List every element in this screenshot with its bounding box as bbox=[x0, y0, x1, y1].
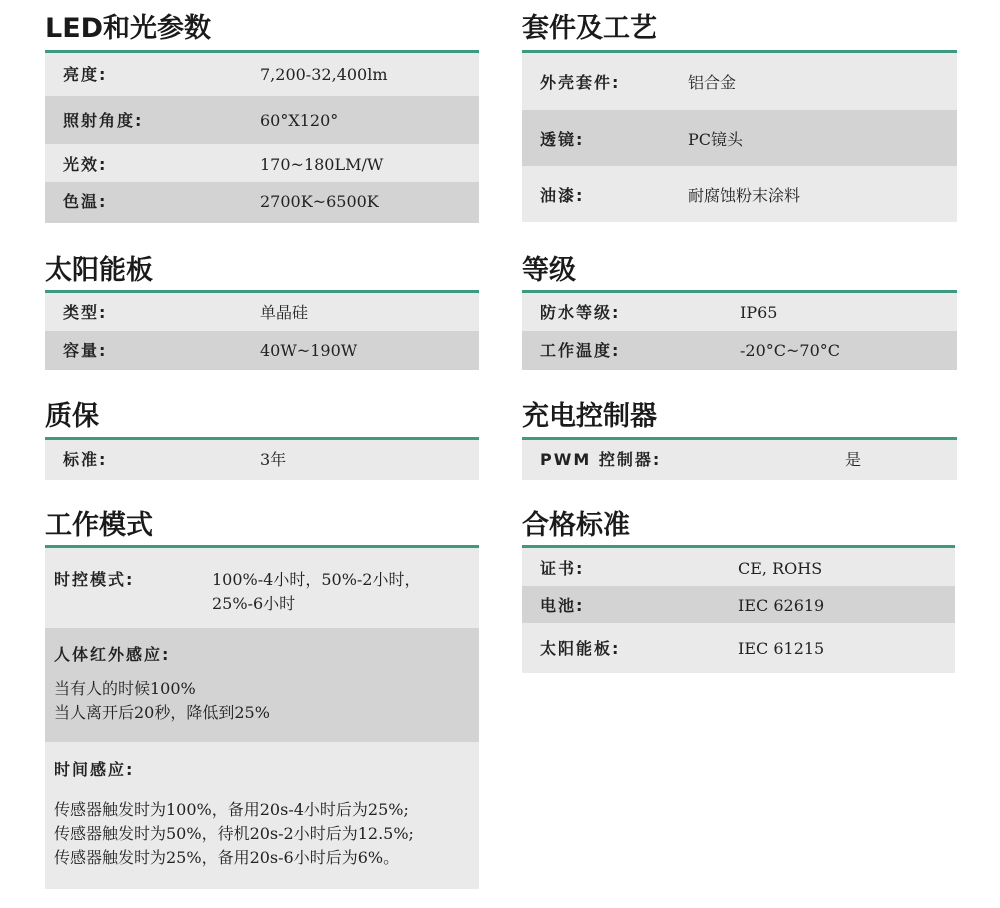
workmode-table bbox=[45, 548, 479, 889]
timer-mode-text bbox=[212, 568, 420, 616]
row-label: 照射角度: bbox=[63, 111, 144, 130]
row-label: 亮度: bbox=[63, 65, 108, 84]
table-row bbox=[522, 548, 955, 586]
row-label: 防水等级: bbox=[540, 303, 621, 322]
table-row bbox=[522, 53, 957, 110]
grade-section-title: 等级 bbox=[522, 255, 576, 286]
row-value: -20°C~70°C bbox=[740, 341, 841, 360]
row-value: CE, ROHS bbox=[738, 559, 823, 578]
text-line: 传感器触发时为25%，备用20s-6小时后为6%。 bbox=[54, 848, 400, 867]
grade-table bbox=[522, 293, 957, 370]
text-line: 100%-4小时，50%-2小时， bbox=[212, 570, 421, 589]
table-row bbox=[522, 623, 955, 673]
text-line: 25%-6小时 bbox=[212, 594, 296, 613]
table-row bbox=[45, 331, 479, 370]
row-value: 60°X120° bbox=[260, 111, 339, 130]
row-value: 耐腐蚀粉末涂料 bbox=[688, 186, 801, 205]
table-row bbox=[45, 293, 479, 331]
controller-section-title: 充电控制器 bbox=[522, 401, 657, 432]
row-value: 170~180LM/W bbox=[260, 155, 384, 174]
text-line: 传感器触发时为100%，备用20s-4小时后为25%; bbox=[54, 800, 409, 819]
pir-mode-block bbox=[45, 628, 479, 742]
table-row bbox=[45, 182, 479, 223]
row-label: 类型: bbox=[63, 303, 108, 322]
row-label: 工作温度: bbox=[540, 341, 621, 360]
timer-mode-label: 时控模式: bbox=[54, 570, 135, 589]
row-label: 容量: bbox=[63, 341, 108, 360]
pir-mode-text bbox=[54, 677, 270, 725]
time-mode-text bbox=[54, 798, 414, 870]
table-row bbox=[45, 144, 479, 182]
row-value: 3年 bbox=[260, 450, 287, 469]
table-row bbox=[522, 110, 957, 166]
table-row bbox=[522, 166, 957, 222]
row-label: 油漆: bbox=[540, 186, 585, 205]
row-value: 2700K~6500K bbox=[260, 192, 379, 211]
solar-section-title: 太阳能板 bbox=[45, 255, 153, 286]
row-value: 单晶硅 bbox=[260, 303, 309, 322]
warranty-table bbox=[45, 440, 479, 480]
time-mode-label: 时间感应: bbox=[54, 760, 135, 779]
table-row bbox=[522, 293, 957, 331]
row-label: 外壳套件: bbox=[540, 73, 621, 92]
table-row bbox=[45, 96, 479, 144]
row-value: 40W~190W bbox=[260, 341, 358, 360]
table-row bbox=[522, 586, 955, 623]
table-row bbox=[522, 331, 957, 370]
table-row bbox=[45, 440, 479, 480]
solar-table bbox=[45, 293, 479, 370]
row-label: 光效: bbox=[63, 155, 108, 174]
row-value: IP65 bbox=[740, 303, 778, 322]
row-value: PC镜头 bbox=[688, 130, 744, 149]
row-value: 7,200-32,400lm bbox=[260, 65, 388, 84]
row-label: 透镜: bbox=[540, 130, 585, 149]
row-value: IEC 61215 bbox=[738, 639, 825, 658]
cert-section-title: 合格标准 bbox=[522, 510, 630, 541]
row-label: 标准: bbox=[63, 450, 108, 469]
warranty-section-title: 质保 bbox=[45, 401, 99, 432]
led-table bbox=[45, 53, 479, 223]
pir-mode-label: 人体红外感应: bbox=[54, 645, 171, 664]
table-row bbox=[522, 440, 957, 480]
time-mode-block bbox=[45, 742, 479, 889]
timer-mode-block bbox=[45, 548, 479, 628]
text-line: 当有人的时候100% bbox=[54, 679, 196, 698]
cert-table bbox=[522, 548, 955, 673]
led-section-title: LED和光参数 bbox=[45, 13, 212, 44]
controller-table bbox=[522, 440, 957, 480]
row-value: IEC 62619 bbox=[738, 596, 825, 615]
row-value: 铝合金 bbox=[688, 73, 737, 92]
text-line: 传感器触发时为50%，待机20s-2小时后为12.5%; bbox=[54, 824, 414, 843]
row-label: 电池: bbox=[540, 596, 585, 615]
kit-table bbox=[522, 53, 957, 222]
table-row bbox=[45, 53, 479, 96]
text-line: 当人离开后20秒，降低到25% bbox=[54, 703, 270, 722]
row-value: 是 bbox=[845, 450, 862, 469]
row-label: 太阳能板: bbox=[540, 639, 621, 658]
row-label: 证书: bbox=[540, 559, 585, 578]
kit-section-title: 套件及工艺 bbox=[522, 13, 657, 44]
workmode-section-title: 工作模式 bbox=[45, 510, 153, 541]
row-label: 色温: bbox=[63, 192, 108, 211]
row-label: PWM 控制器: bbox=[540, 450, 662, 469]
